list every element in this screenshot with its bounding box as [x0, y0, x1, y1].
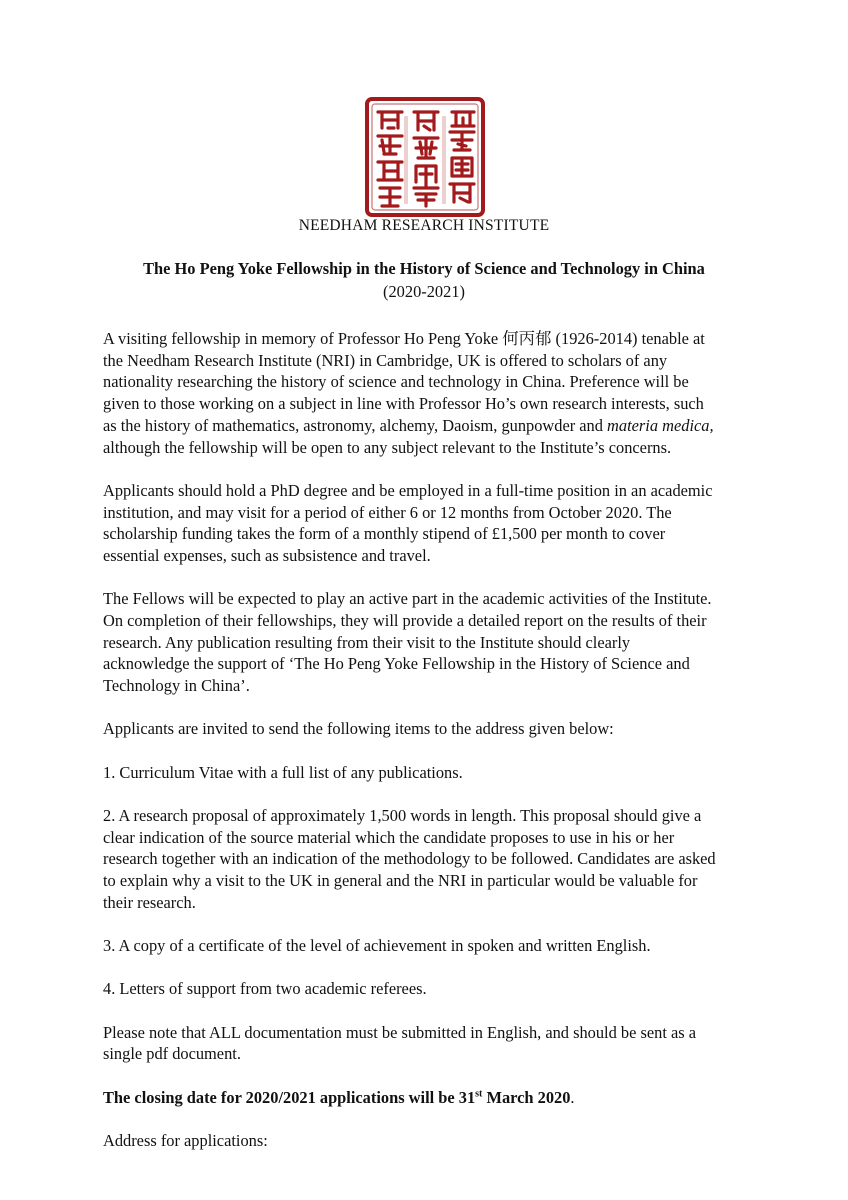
text-line — [103, 415, 753, 437]
text-line: Technology in China’. — [103, 676, 250, 696]
list-item-proposal — [103, 805, 753, 914]
list-item-cv — [103, 762, 753, 784]
text-line: the Needham Research Institute (NRI) in Cambridge, UK is offered to scholars of any — [103, 350, 668, 370]
text-line: to explain why a visit to the UK in general and the NRI in particular would be valuable for — [103, 871, 698, 891]
text-line: institution, and may visit for a period of either 6 or 12 months from October 2020. The — [103, 502, 672, 522]
text-line: 2. A research proposal of approximately 1,500 words in length. This proposal should give a — [103, 805, 702, 825]
text-line: their research. — [103, 892, 196, 912]
text-line: although the fellowship will be open to any subject relevant to the Institute’s concerns. — [103, 437, 672, 457]
text-line: scholarship funding takes the form of a monthly stipend of £1,500 per month to cover — [103, 524, 666, 544]
address-label — [103, 1130, 753, 1152]
text-line: research. Any publication resulting from their visit to the Institute should clearly — [103, 632, 631, 652]
text-line: On completion of their fellowships, they will provide a detailed report on the results of their — [103, 610, 707, 630]
list-item-certificate — [103, 935, 753, 957]
text-segment: The closing date for 2020/2021 applications will be 31 — [103, 1087, 476, 1107]
text-line: nationality researching the history of science and technology in China. Preference will be — [103, 372, 689, 392]
paragraph-note — [103, 1022, 753, 1065]
text-segment: as the history of mathematics, astronomy, alchemy, Daoism, gunpowder and — [103, 415, 608, 435]
text-line: The Fellows will be expected to play an active part in the academic activities of the Institute. — [103, 589, 712, 609]
document-body — [103, 328, 753, 1152]
text-segment: March 2020 — [482, 1087, 571, 1107]
text-line: single pdf document. — [103, 1044, 241, 1064]
text-line: acknowledge the support of ‘The Ho Peng Yoke Fellowship in the History of Science and — [103, 654, 690, 674]
text-line: research together with an indication of the methodology to be followed. Candidates are asked — [103, 849, 716, 869]
institute-name: NEEDHAM RESEARCH INSTITUTE — [298, 217, 550, 234]
text-line: clear indication of the source material which the candidate proposes to use in his or her — [103, 827, 675, 847]
text-line: Address for applications: — [103, 1130, 268, 1150]
text-line: given to those working on a subject in line with Professor Ho’s own research interests, such — [103, 394, 704, 414]
text-line: Applicants should hold a PhD degree and be employed in a full-time position in an academic — [103, 480, 713, 500]
italic-term: materia medica, — [607, 415, 714, 435]
ordinal-suffix: st — [475, 1088, 483, 1100]
institute-seal-logo — [364, 96, 486, 218]
paragraph-expectations — [103, 588, 753, 697]
text-line: 4. Letters of support from two academic referees. — [103, 979, 427, 999]
text-line: Applicants are invited to send the following items to the address given below: — [103, 719, 614, 739]
text-line: Please note that ALL documentation must be submitted in English, and should be sent as a — [103, 1022, 696, 1042]
paragraph-introduction — [103, 328, 753, 458]
paragraph-instructions — [103, 718, 753, 740]
text-line: essential expenses, such as subsistence and travel. — [103, 545, 431, 565]
closing-date-notice — [103, 1087, 753, 1109]
text-line — [103, 1087, 753, 1109]
paragraph-eligibility — [103, 480, 753, 567]
text-line: 3. A copy of a certificate of the level of achievement in spoken and written English. — [103, 936, 651, 956]
list-item-references — [103, 978, 753, 1000]
closing-period: . — [570, 1087, 575, 1107]
closing-date-text — [103, 1088, 570, 1107]
text-line: 1. Curriculum Vitae with a full list of any publications. — [103, 762, 463, 782]
fellowship-year: (2020-2021) — [383, 282, 465, 301]
fellowship-title: The Ho Peng Yoke Fellowship in the History of Science and Technology in China — [143, 259, 705, 278]
text-line: A visiting fellowship in memory of Professor Ho Peng Yoke 何丙郁 (1926-2014) tenable at — [103, 329, 705, 348]
